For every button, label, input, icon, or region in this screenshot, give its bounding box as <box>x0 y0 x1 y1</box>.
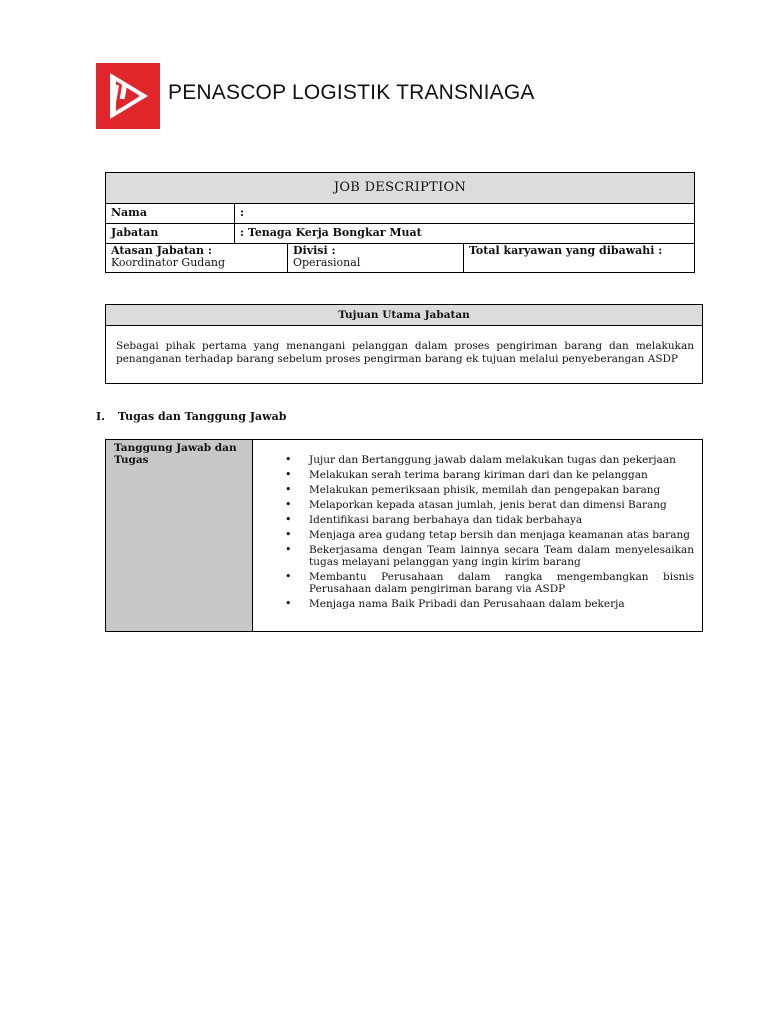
divisi-label: Divisi : <box>293 244 336 257</box>
list-item: • Identifikasi barang berbahaya dan tidak berbahaya <box>285 514 694 526</box>
tugas-table <box>105 439 703 632</box>
list-item: • Menjaga nama Baik Pribadi dan Perusahaan dalam bekerja <box>285 598 694 610</box>
section-heading <box>96 410 286 423</box>
total-karyawan-cell <box>464 244 694 272</box>
atasan-label: Atasan Jabatan : <box>111 244 212 257</box>
nama-row <box>106 204 694 224</box>
atasan-value: Koordinator Gudang <box>111 256 226 269</box>
divisi-value: Operasional <box>293 256 361 269</box>
jabatan-label: Jabatan <box>106 224 235 243</box>
tugas-list-cell <box>253 440 702 631</box>
jabatan-value: : Tenaga Kerja Bongkar Muat <box>240 226 422 239</box>
tujuan-title: Tujuan Utama Jabatan <box>106 305 702 326</box>
job-description-title: JOB DESCRIPTION <box>106 173 694 204</box>
company-logo-icon <box>96 63 160 129</box>
job-description-table <box>105 172 695 273</box>
list-item: • Melakukan serah terima barang kiriman dari dan ke pelanggan <box>285 469 694 481</box>
list-item: • Melaporkan kepada atasan jumlah, jenis berat dan dimensi Barang <box>285 499 694 511</box>
tugas-list <box>285 454 694 610</box>
atasan-cell <box>106 244 288 272</box>
list-item: • Menjaga area gudang tetap bersih dan menjaga keamanan atas barang <box>285 529 694 541</box>
list-item: • Membantu Perusahaan dalam rangka mengembangkan bisnis Perusahaan dalam pengiriman barang via ASDP <box>285 571 694 595</box>
list-item: • Jujur dan Bertanggung jawab dalam melakukan tugas dan pekerjaan <box>285 454 694 466</box>
divisi-cell <box>288 244 464 272</box>
nama-value: : <box>240 206 245 219</box>
tujuan-utama-box <box>105 304 703 384</box>
list-item: • Melakukan pemeriksaan phisik, memilah dan pengepakan barang <box>285 484 694 496</box>
tujuan-body: Sebagai pihak pertama yang menangani pelanggan dalam proses pengiriman barang dan melakukan penanganan terhadap barang sebelum proses pengirman barang ek tujuan melalui penyeberangan ASDP <box>116 340 694 365</box>
section-title: Tugas dan Tanggung Jawab <box>118 410 287 423</box>
tugas-label: Tanggung Jawab dan Tugas <box>106 440 253 631</box>
section-number: I. <box>96 410 105 423</box>
total-karyawan-label: Total karyawan yang dibawahi : <box>469 244 663 257</box>
list-item: • Bekerjasama dengan Team lainnya secara Team dalam menyelesaikan tugas melayani pelanggan yang ingin kirim barang <box>285 544 694 568</box>
nama-label: Nama <box>106 204 235 223</box>
atasan-divisi-row <box>106 244 694 272</box>
company-name: PENASCOP LOGISTIK TRANSNIAGA <box>168 81 535 104</box>
jabatan-row <box>106 224 694 244</box>
